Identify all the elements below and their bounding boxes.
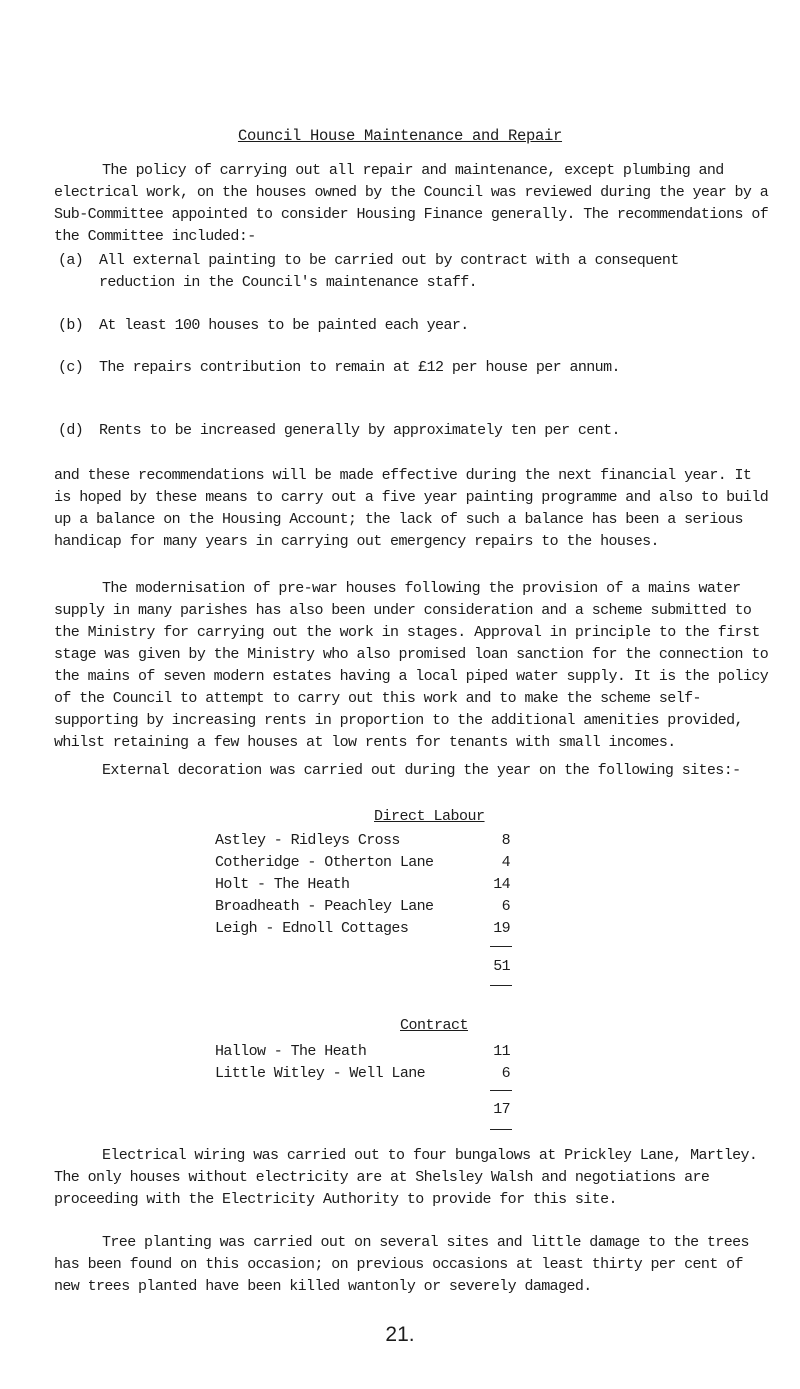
total-rule <box>490 1090 512 1091</box>
site-name: Astley - Ridleys Cross <box>215 832 400 849</box>
external-decoration-paragraph <box>54 760 774 782</box>
recommendation-text: All external painting to be carried out by contract with a consequent reduction in the Council's maintenance staff. <box>99 252 679 291</box>
trees-text: Tree planting was carried out on several sites and little damage to the trees has been found on this occasion; on previous occasions at least thirty per cent of new trees planted have been killed wantonly or severely damaged. <box>54 1234 749 1295</box>
table-row <box>215 1041 510 1063</box>
site-count: 19 <box>493 920 510 937</box>
site-name: Broadheath - Peachley Lane <box>215 898 434 915</box>
site-name: Holt - The Heath <box>215 876 350 893</box>
intro-text: The policy of carrying out all repair and maintenance, except plumbing and electrical work, on the houses owned by the Council was reviewed during the year by a Sub-Committee appointed to consider Housing Finance generally. The recommendations of the Committee included:- <box>54 162 769 245</box>
page-number: 21. <box>385 1323 415 1346</box>
table-row <box>215 874 510 896</box>
recommendation-label: (a) <box>58 252 84 269</box>
table-row <box>215 1063 510 1085</box>
trees-paragraph <box>54 1232 774 1298</box>
recommendation-c <box>58 357 758 379</box>
site-count: 6 <box>501 898 510 915</box>
direct-labour-total: 51 <box>493 958 510 975</box>
direct-labour-heading: Direct Labour <box>374 808 485 825</box>
modernisation-text: The modernisation of pre-war houses following the provision of a mains water supply in many parishes has also been under consideration and a scheme submitted to the Ministry for carrying out the work in stages. Approval in principle to the first stage was given by the Ministry who also promised loan sanction for the connection to the mains of seven modern estates having a local piped water supply. It is the policy of the Council to attempt to carry out this work and to make the scheme self-supporting by increasing rents in proportion to the additional amenities provided, whilst retaining a few houses at low rents for tenants with small incomes. <box>54 580 769 751</box>
site-count: 4 <box>501 854 510 871</box>
recommendation-text: At least 100 houses to be painted each year. <box>99 317 469 334</box>
site-count: 6 <box>501 1065 510 1082</box>
table-row <box>215 852 510 874</box>
page-title: Council House Maintenance and Repair <box>237 127 563 145</box>
contract-total: 17 <box>493 1101 510 1118</box>
total-rule <box>490 946 512 947</box>
recommendation-b <box>58 315 758 337</box>
site-count: 8 <box>501 832 510 849</box>
table-row <box>215 896 510 918</box>
site-name: Little Witley - Well Lane <box>215 1065 426 1082</box>
table-row <box>215 830 510 852</box>
site-name: Cotheridge - Otherton Lane <box>215 854 434 871</box>
recommendation-text: Rents to be increased generally by approximately ten per cent. <box>99 422 620 439</box>
site-name: Hallow - The Heath <box>215 1043 367 1060</box>
recommendation-text: The repairs contribution to remain at £12 per house per annum. <box>99 359 620 376</box>
intro-paragraph <box>54 160 774 248</box>
recommendation-label: (b) <box>58 317 84 334</box>
external-decoration-text: External decoration was carried out during the year on the following sites:- <box>102 762 741 779</box>
table-row <box>215 918 510 940</box>
total-rule <box>490 985 512 986</box>
electrical-text: Electrical wiring was carried out to four bungalows at Prickley Lane, Martley. The only houses without electricity are at Shelsley Walsh and negotiations are proceeding with the Electricity Authority to provide for this site. <box>54 1147 758 1208</box>
total-rule <box>490 1129 512 1130</box>
contract-heading: Contract <box>400 1017 469 1034</box>
modernisation-paragraph <box>54 578 774 754</box>
site-count: 11 <box>493 1043 510 1060</box>
electrical-paragraph <box>54 1145 774 1211</box>
recommendation-d <box>58 420 758 442</box>
site-name: Leigh - Ednoll Cottages <box>215 920 409 937</box>
recommendation-label: (c) <box>58 359 84 376</box>
effective-paragraph: and these recommendations will be made effective during the next financial year. It is hoped by these means to carry out a five year painting programme and also to build up a balance on the Housing Account; the lack of such a balance has been a serious handicap for many years in carrying out emergency repairs to the houses. <box>54 467 769 550</box>
recommendation-a <box>58 250 758 294</box>
site-count: 14 <box>493 876 510 893</box>
recommendation-label: (d) <box>58 422 84 439</box>
